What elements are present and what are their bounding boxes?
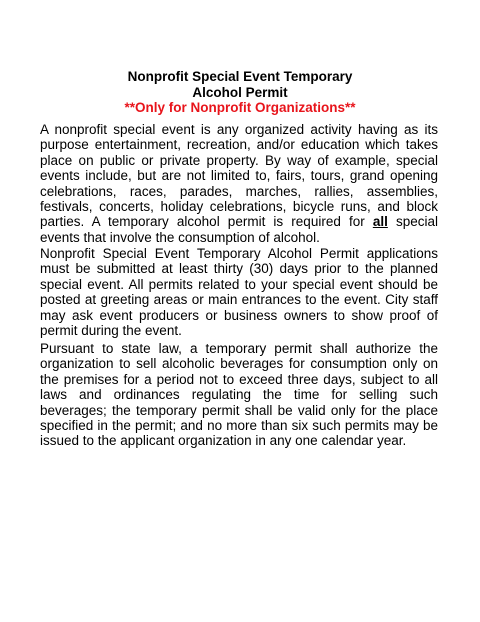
page-title-line1: Nonprofit Special Event Temporary [127, 69, 353, 84]
paragraph-state-law: Pursuant to state law, a temporary permit shall authorize the organization to sell alcoholic beverages for consumption only on the premises for a period not to exceed three days, subject to all laws and ordinances regulating the time for selling such beverages; the temporary permit shall be valid only for the place specified in the permit; and no more than six such permits may be issued to the applicant organization in any one calendar year. [40, 341, 438, 449]
paragraph-definition-text: A nonprofit special event is any organized activity having as its purpose entertainment, recreation, and/or education which takes place on public or private property. By way of example, special events include, but are not limited to, fairs, tours, grand opening celebrations, races, parades, marches, rallies, assemblies, festivals, concerts, holiday celebrations, bicycle runs, and block parties. A temporary alcohol permit is required for [40, 122, 438, 230]
title-block [40, 69, 440, 116]
paragraph-application-deadline: Nonprofit Special Event Temporary Alcohol Permit applications must be submitted at least thirty (30) days prior to the planned special event. All permits related to your special event should be posted at greeting areas or main entrances to the event. City staff may ask event producers or business owners to show proof of permit during the event. [40, 246, 438, 339]
paragraph-definition [40, 122, 438, 245]
paragraph-definition-tail: special events that involve the consumption of alcohol. [40, 214, 438, 245]
page-title-line2: Alcohol Permit [192, 84, 288, 100]
emphasis-all: all [372, 214, 388, 230]
page-subtitle: **Only for Nonprofit Organizations** [124, 100, 356, 115]
